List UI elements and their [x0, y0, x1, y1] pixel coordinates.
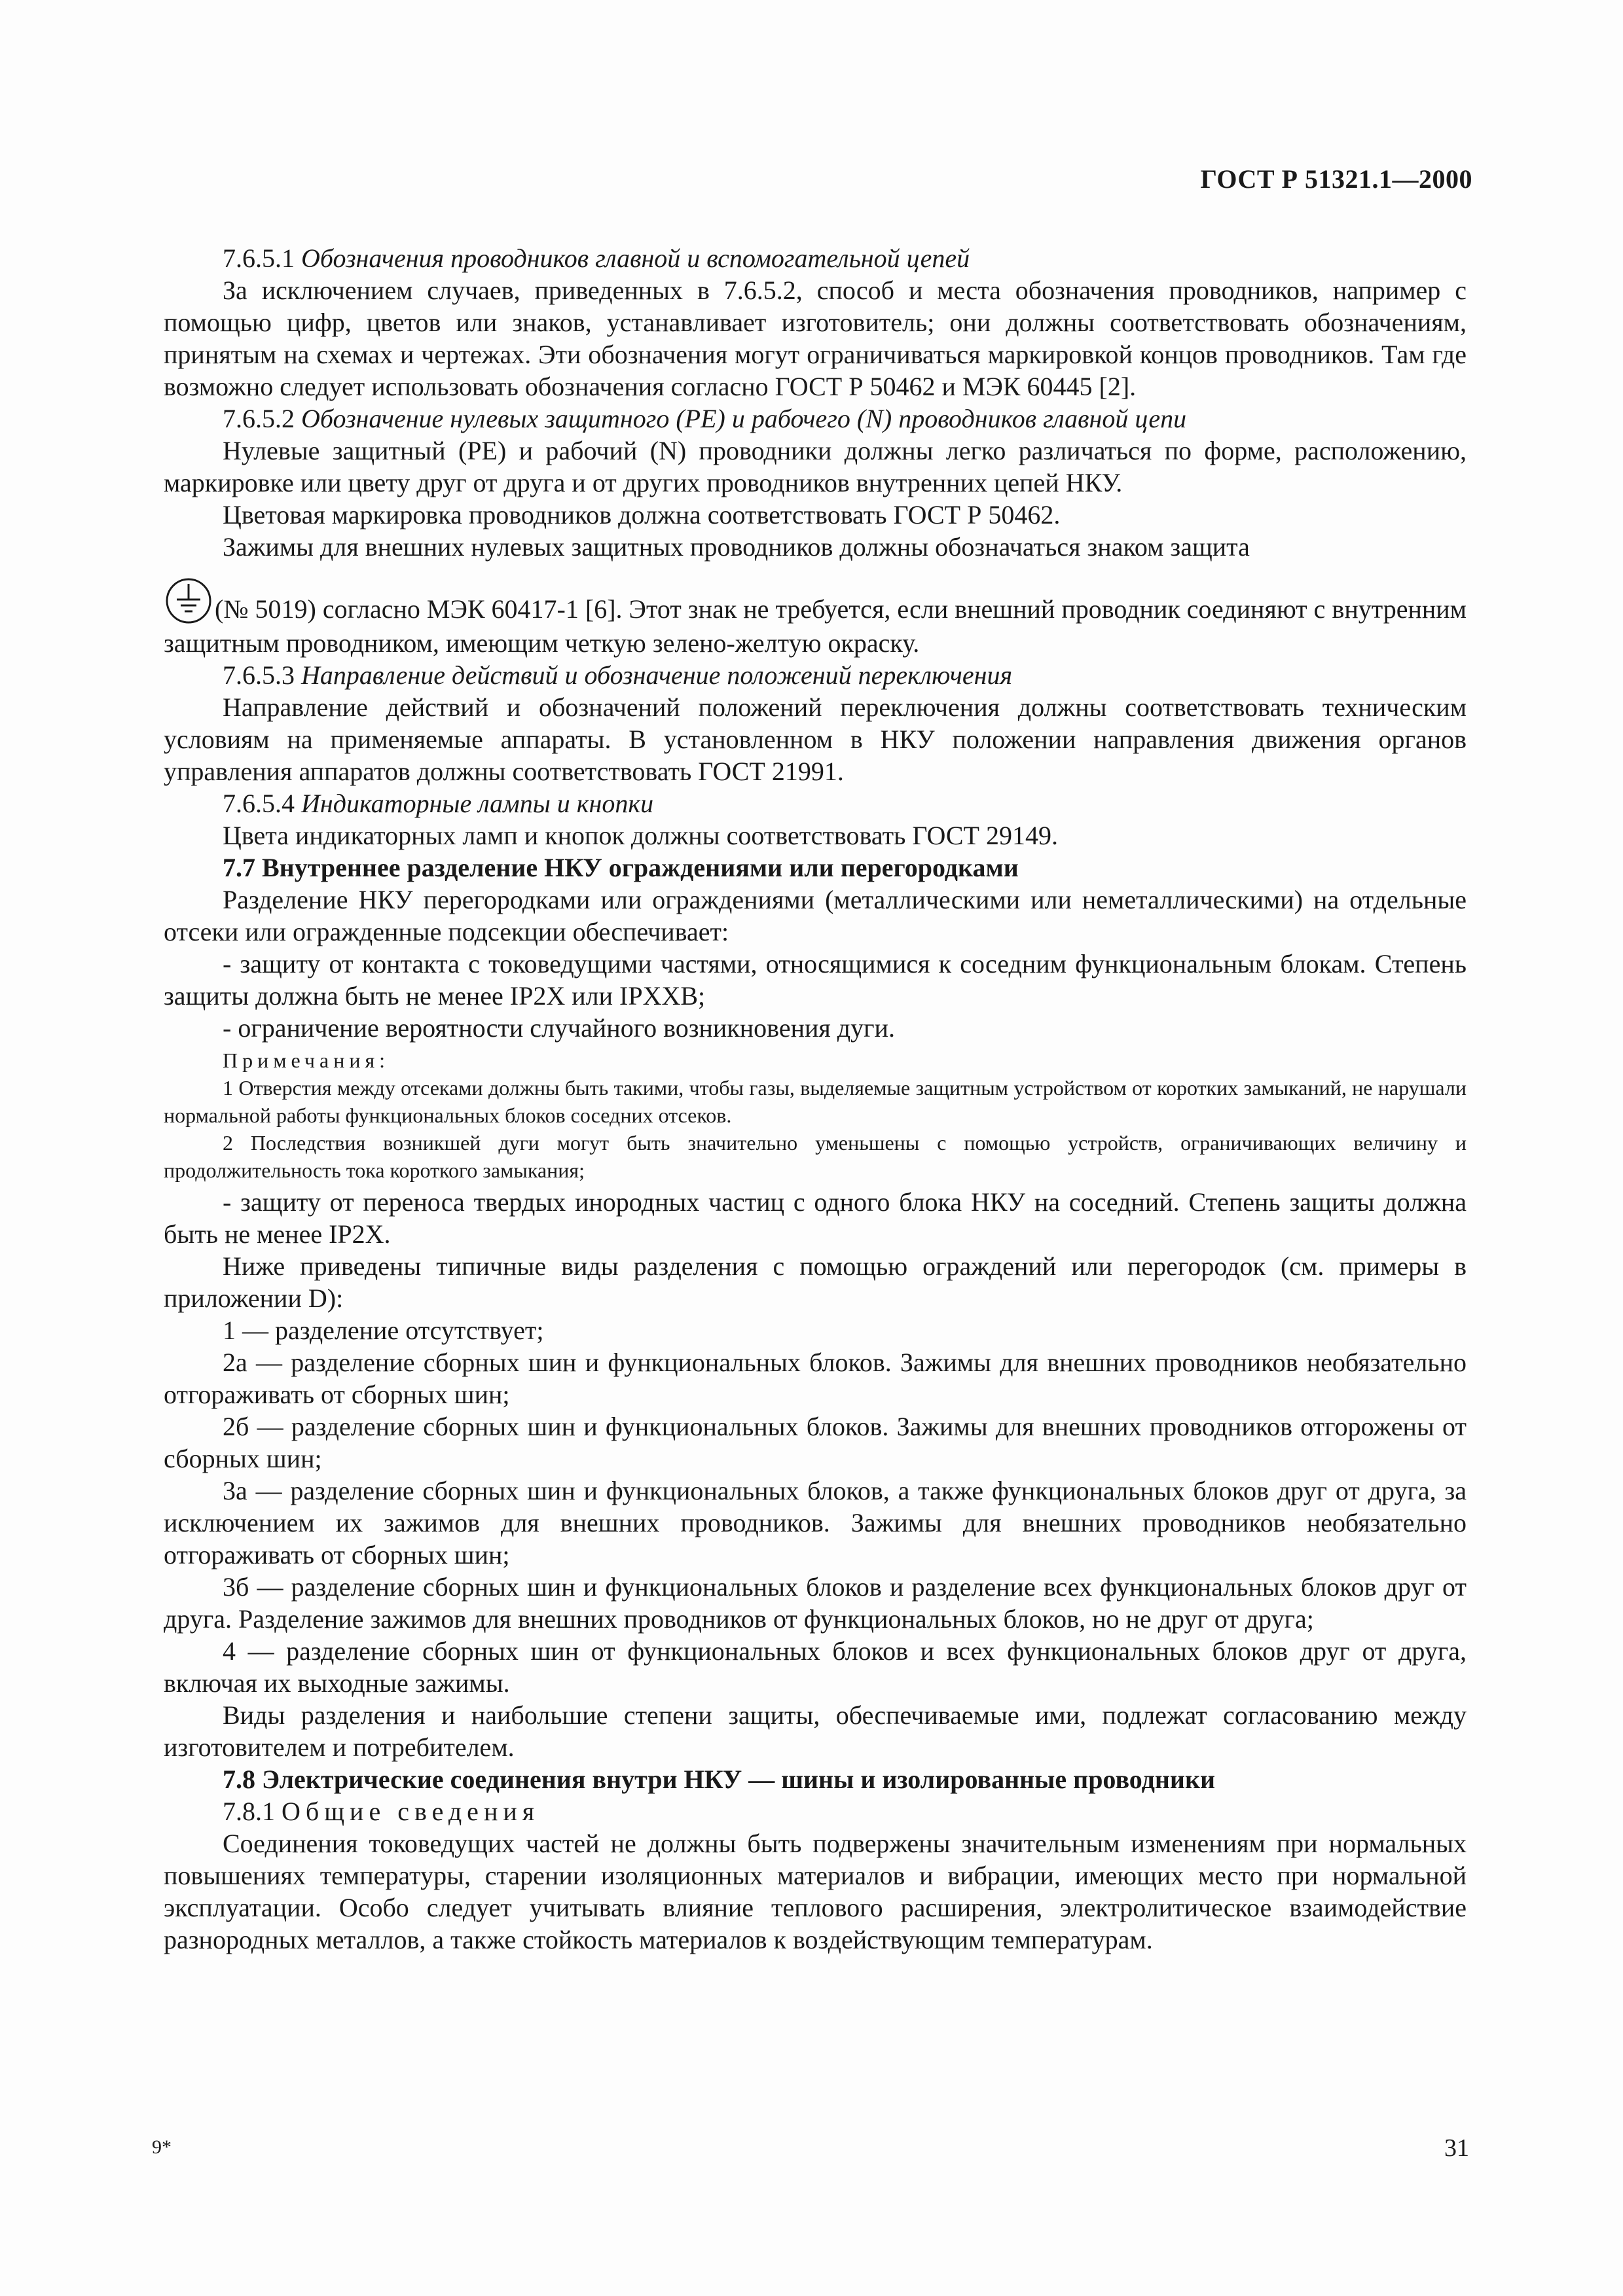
footer-sheet-mark: 9* — [152, 2136, 172, 2158]
paragraph: Цвета индикаторных ламп и кнопок должны соответствовать ГОСТ 29149. — [223, 821, 1058, 850]
paragraph-with-earth-symbol — [164, 575, 1467, 659]
paragraph: Направление действий и обозначений положений переключения должны соответствовать техническим условиям на применяемые аппараты. В установленном в НКУ положении направления движения органов управления аппаратов должны соответствовать ГОСТ 21991. — [164, 692, 1467, 786]
document-body — [164, 242, 1467, 1956]
list-item: - защиту от переноса твердых инородных частиц с одного блока НКУ на соседний. Степень защиты должна быть не менее IP2X. — [164, 1187, 1467, 1249]
paragraph: Зажимы для внешних нулевых защитных проводников должны обозначаться знаком защита — [223, 532, 1250, 562]
list-item: - защиту от контакта с токоведущими частями, относящимися к соседним функциональным блокам. Степень защиты должна быть не менее IP2X или IPXXB; — [164, 949, 1467, 1011]
section-number: 7.6.5.4 — [223, 789, 301, 818]
form-item: 1 — разделение отсутствует; — [223, 1316, 544, 1345]
paragraph: Цветовая маркировка проводников должна соответствовать ГОСТ Р 50462. — [223, 500, 1061, 529]
paragraph-text: (№ 5019) согласно МЭК 60417-1 [6]. Этот знак не требуется, если внешний проводник соединяют с внутренним защитным проводником, имеющим четкую зелено-желтую окраску. — [164, 594, 1467, 658]
paragraph: Ниже приведены типичные виды разделения с помощью ограждений или перегородок (см. примеры в приложении D): — [164, 1251, 1467, 1313]
section-number: 7.6.5.1 — [223, 243, 301, 273]
form-item: 3а — разделение сборных шин и функциональных блоков, а также функциональных блоков друг от друга, за исключением их зажимов для внешних проводников. Зажимы для внешних проводников необязательно отгораживать от сборных шин; — [164, 1476, 1467, 1570]
form-item: 2а — разделение сборных шин и функциональных блоков. Зажимы для внешних проводников необязательно отгораживать от сборных шин; — [164, 1348, 1467, 1409]
section-77-heading: 7.7 Внутреннее разделение НКУ ограждениями или перегородками — [223, 853, 1019, 882]
form-item: 3б — разделение сборных шин и функциональных блоков и разделение всех функциональных блоков друг от друга. Разделение зажимов для внешних проводников от функциональных блоков, но не друг от друга; — [164, 1572, 1467, 1634]
section-78-heading: 7.8 Электрические соединения внутри НКУ — шины и изолированные проводники — [223, 1765, 1216, 1794]
section-number: 7.8.1 — [223, 1797, 282, 1826]
paragraph: За исключением случаев, приведенных в 7.6.5.2, способ и места обозначения проводников, например с помощью цифр, цветов или знаков, устанавливает изготовитель; они должны соответствовать обозначениям, принятым на схемах и чертежах. Эти обозначения могут ограничиваться маркировкой концов проводников. Там где возможно следует использовать обозначения согласно ГОСТ Р 50462 и МЭК 60445 [2]. — [164, 276, 1467, 401]
standard-header: ГОСТ Р 51321.1—2000 — [1200, 164, 1472, 194]
form-item: 4 — разделение сборных шин от функциональных блоков и всех функциональных блоков друг от друга, включая их выходные зажимы. — [164, 1636, 1467, 1698]
section-title: Направление действий и обозначение положений переключения — [301, 660, 1013, 690]
section-781-heading — [164, 1795, 1467, 1827]
page-number: 31 — [1444, 2134, 1469, 2162]
paragraph: Нулевые защитный (PE) и рабочий (N) проводники должны легко различаться по форме, расположению, маркировке или цвету друг от друга и от других проводников внутренних цепей НКУ. — [164, 436, 1467, 497]
note-item: 2 Последствия возникшей дуги могут быть значительно уменьшены с помощью устройств, ограничивающих величину и продолжительность тока короткого замыкания; — [164, 1131, 1467, 1182]
form-item: 2б — разделение сборных шин и функциональных блоков. Зажимы для внешних проводников отгорожены от сборных шин; — [164, 1412, 1467, 1473]
list-item: - ограничение вероятности случайного возникновения дуги. — [223, 1013, 895, 1043]
section-7651-heading — [164, 242, 1467, 274]
section-number: 7.6.5.3 — [223, 660, 301, 690]
note-item: 1 Отверстия между отсеками должны быть такими, чтобы газы, выделяемые защитным устройством от коротких замыканий, не нарушали нормальной работы функциональных блоков соседних отсеков. — [164, 1076, 1467, 1127]
section-title: Обозначения проводников главной и вспомогательной цепей — [301, 243, 970, 273]
section-7652-heading — [164, 403, 1467, 435]
section-number: 7.6.5.2 — [223, 404, 301, 433]
section-title: Обозначение нулевых защитного (PE) и рабочего (N) проводников главной цепи — [301, 404, 1187, 433]
section-7653-heading — [164, 659, 1467, 691]
paragraph: Разделение НКУ перегородками или ограждениями (металлическими или неметаллическими) на отдельные отсеки или огражденные подсекции обеспечивает: — [164, 885, 1467, 946]
section-title: Общие сведения — [282, 1797, 540, 1826]
section-title: Индикаторные лампы и кнопки — [301, 789, 654, 818]
paragraph: Соединения токоведущих частей не должны быть подвержены значительным изменениям при нормальных повышениях температуры, старении изоляционных материалов и вибрации, имеющих место при нормальной эксплуатации. Особо следует учитывать влияние теплового расширения, электролитическое взаимодействие разнородных металлов, а также стойкость материалов к воздействующим температурам. — [164, 1829, 1467, 1954]
section-7654-heading — [164, 787, 1467, 819]
paragraph: Виды разделения и наибольшие степени защиты, обеспечиваемые ими, подлежат согласованию между изготовителем и потребителем. — [164, 1700, 1467, 1762]
notes-title: Примечания: — [223, 1049, 390, 1072]
protective-earth-icon — [162, 575, 215, 627]
